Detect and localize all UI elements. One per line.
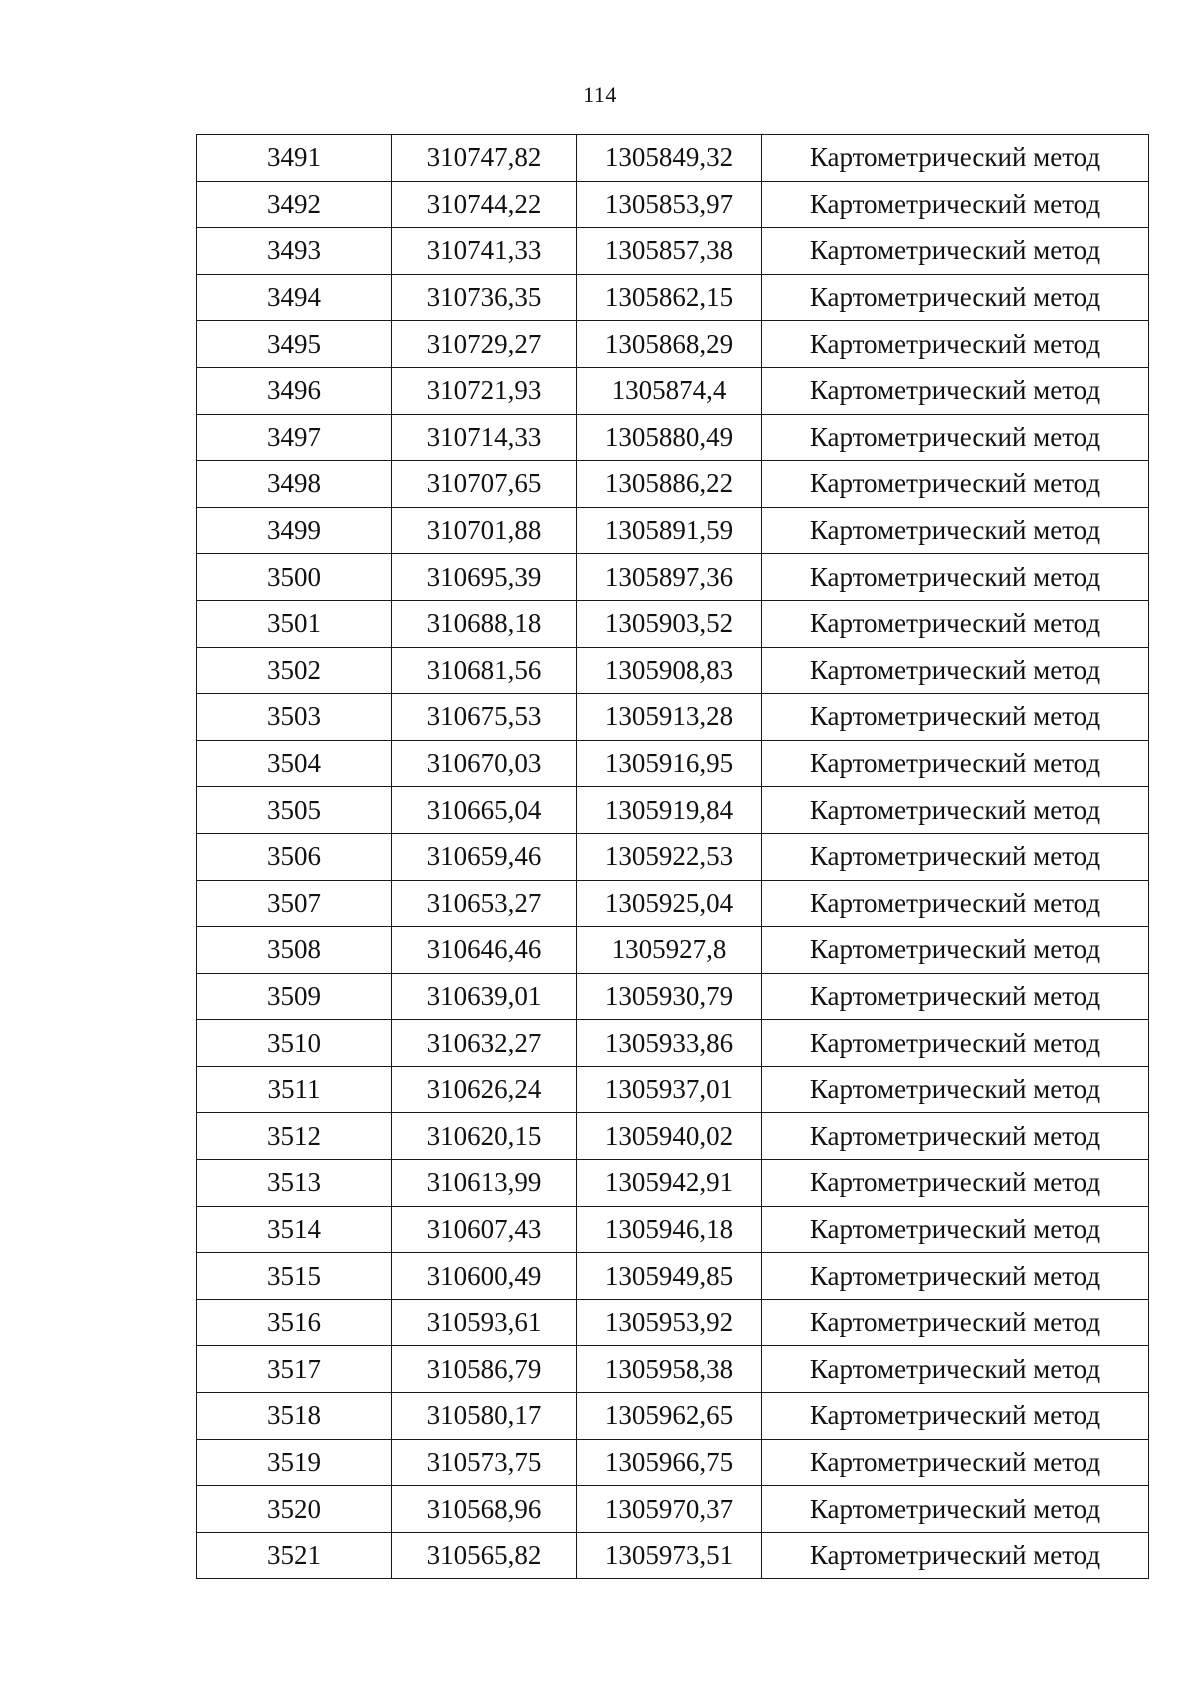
coordinate-x-cell: 310646,46 [392, 927, 577, 974]
method-cell: Картометрический метод [762, 1206, 1149, 1253]
coordinate-x-cell: 310665,04 [392, 787, 577, 834]
method-cell: Картометрический метод [762, 507, 1149, 554]
coordinate-y-cell: 1305958,38 [577, 1346, 762, 1393]
method-cell: Картометрический метод [762, 1253, 1149, 1300]
method-cell: Картометрический метод [762, 880, 1149, 927]
point-number-cell: 3498 [197, 461, 392, 508]
coordinate-x-cell: 310695,39 [392, 554, 577, 601]
point-number-cell: 3513 [197, 1160, 392, 1207]
table-row [197, 1160, 1149, 1207]
point-number-cell: 3501 [197, 600, 392, 647]
coordinate-y-cell: 1305966,75 [577, 1439, 762, 1486]
point-number-cell: 3500 [197, 554, 392, 601]
method-cell: Картометрический метод [762, 1299, 1149, 1346]
table-row [197, 274, 1149, 321]
coordinate-y-cell: 1305940,02 [577, 1113, 762, 1160]
point-number-cell: 3505 [197, 787, 392, 834]
method-cell: Картометрический метод [762, 973, 1149, 1020]
coordinate-y-cell: 1305946,18 [577, 1206, 762, 1253]
point-number-cell: 3492 [197, 181, 392, 228]
coordinate-y-cell: 1305962,65 [577, 1393, 762, 1440]
coordinates-table-body [197, 135, 1149, 1579]
coordinate-x-cell: 310675,53 [392, 694, 577, 741]
point-number-cell: 3497 [197, 414, 392, 461]
table-row [197, 507, 1149, 554]
method-cell: Картометрический метод [762, 274, 1149, 321]
point-number-cell: 3521 [197, 1532, 392, 1579]
coordinate-y-cell: 1305891,59 [577, 507, 762, 554]
coordinate-x-cell: 310620,15 [392, 1113, 577, 1160]
point-number-cell: 3514 [197, 1206, 392, 1253]
coordinate-x-cell: 310573,75 [392, 1439, 577, 1486]
coordinate-y-cell: 1305868,29 [577, 321, 762, 368]
coordinate-y-cell: 1305913,28 [577, 694, 762, 741]
coordinate-x-cell: 310670,03 [392, 740, 577, 787]
method-cell: Картометрический метод [762, 321, 1149, 368]
method-cell: Картометрический метод [762, 740, 1149, 787]
coordinate-y-cell: 1305849,32 [577, 135, 762, 182]
coordinate-y-cell: 1305880,49 [577, 414, 762, 461]
table-row [197, 367, 1149, 414]
method-cell: Картометрический метод [762, 1066, 1149, 1113]
table-row [197, 833, 1149, 880]
table-row [197, 1253, 1149, 1300]
table-row [197, 461, 1149, 508]
coordinate-x-cell: 310736,35 [392, 274, 577, 321]
method-cell: Картометрический метод [762, 554, 1149, 601]
coordinate-x-cell: 310586,79 [392, 1346, 577, 1393]
coordinate-y-cell: 1305874,4 [577, 367, 762, 414]
coordinate-y-cell: 1305862,15 [577, 274, 762, 321]
table-row [197, 135, 1149, 182]
point-number-cell: 3508 [197, 927, 392, 974]
table-row [197, 554, 1149, 601]
point-number-cell: 3515 [197, 1253, 392, 1300]
table-row [197, 1299, 1149, 1346]
coordinate-x-cell: 310580,17 [392, 1393, 577, 1440]
coordinate-y-cell: 1305916,95 [577, 740, 762, 787]
method-cell: Картометрический метод [762, 1486, 1149, 1533]
coordinate-y-cell: 1305933,86 [577, 1020, 762, 1067]
table-row [197, 694, 1149, 741]
coordinate-y-cell: 1305970,37 [577, 1486, 762, 1533]
point-number-cell: 3512 [197, 1113, 392, 1160]
method-cell: Картометрический метод [762, 1160, 1149, 1207]
coordinate-x-cell: 310744,22 [392, 181, 577, 228]
method-cell: Картометрический метод [762, 1020, 1149, 1067]
method-cell: Картометрический метод [762, 647, 1149, 694]
point-number-cell: 3517 [197, 1346, 392, 1393]
table-row [197, 321, 1149, 368]
method-cell: Картометрический метод [762, 1532, 1149, 1579]
point-number-cell: 3504 [197, 740, 392, 787]
point-number-cell: 3520 [197, 1486, 392, 1533]
point-number-cell: 3507 [197, 880, 392, 927]
table-row [197, 1346, 1149, 1393]
coordinate-x-cell: 310639,01 [392, 973, 577, 1020]
table-row [197, 740, 1149, 787]
coordinate-x-cell: 310681,56 [392, 647, 577, 694]
method-cell: Картометрический метод [762, 1393, 1149, 1440]
coordinate-y-cell: 1305897,36 [577, 554, 762, 601]
method-cell: Картометрический метод [762, 181, 1149, 228]
coordinate-y-cell: 1305953,92 [577, 1299, 762, 1346]
point-number-cell: 3518 [197, 1393, 392, 1440]
coordinate-y-cell: 1305857,38 [577, 228, 762, 275]
coordinate-x-cell: 310565,82 [392, 1532, 577, 1579]
table-row [197, 600, 1149, 647]
point-number-cell: 3509 [197, 973, 392, 1020]
method-cell: Картометрический метод [762, 1113, 1149, 1160]
method-cell: Картометрический метод [762, 367, 1149, 414]
coordinate-x-cell: 310607,43 [392, 1206, 577, 1253]
method-cell: Картометрический метод [762, 135, 1149, 182]
method-cell: Картометрический метод [762, 927, 1149, 974]
coordinate-y-cell: 1305949,85 [577, 1253, 762, 1300]
point-number-cell: 3494 [197, 274, 392, 321]
table-row [197, 1020, 1149, 1067]
point-number-cell: 3496 [197, 367, 392, 414]
coordinate-y-cell: 1305942,91 [577, 1160, 762, 1207]
table-row [197, 228, 1149, 275]
table-row [197, 1532, 1149, 1579]
coordinate-x-cell: 310721,93 [392, 367, 577, 414]
point-number-cell: 3495 [197, 321, 392, 368]
method-cell: Картометрический метод [762, 694, 1149, 741]
table-row [197, 647, 1149, 694]
coordinate-y-cell: 1305908,83 [577, 647, 762, 694]
table-row [197, 787, 1149, 834]
method-cell: Картометрический метод [762, 833, 1149, 880]
coordinate-x-cell: 310741,33 [392, 228, 577, 275]
coordinate-y-cell: 1305919,84 [577, 787, 762, 834]
table-row [197, 1486, 1149, 1533]
coordinates-table [196, 134, 1149, 1579]
method-cell: Картометрический метод [762, 1439, 1149, 1486]
coordinate-x-cell: 310600,49 [392, 1253, 577, 1300]
table-row [197, 181, 1149, 228]
point-number-cell: 3503 [197, 694, 392, 741]
point-number-cell: 3493 [197, 228, 392, 275]
method-cell: Картометрический метод [762, 600, 1149, 647]
coordinate-y-cell: 1305973,51 [577, 1532, 762, 1579]
coordinate-x-cell: 310632,27 [392, 1020, 577, 1067]
coordinate-y-cell: 1305903,52 [577, 600, 762, 647]
point-number-cell: 3516 [197, 1299, 392, 1346]
coordinate-x-cell: 310653,27 [392, 880, 577, 927]
method-cell: Картометрический метод [762, 1346, 1149, 1393]
coordinate-y-cell: 1305930,79 [577, 973, 762, 1020]
method-cell: Картометрический метод [762, 787, 1149, 834]
coordinate-x-cell: 310659,46 [392, 833, 577, 880]
table-row [197, 414, 1149, 461]
point-number-cell: 3491 [197, 135, 392, 182]
coordinate-y-cell: 1305927,8 [577, 927, 762, 974]
coordinate-x-cell: 310701,88 [392, 507, 577, 554]
table-row [197, 1113, 1149, 1160]
point-number-cell: 3511 [197, 1066, 392, 1113]
method-cell: Картометрический метод [762, 461, 1149, 508]
method-cell: Картометрический метод [762, 228, 1149, 275]
table-row [197, 880, 1149, 927]
table-row [197, 1439, 1149, 1486]
coordinate-y-cell: 1305937,01 [577, 1066, 762, 1113]
method-cell: Картометрический метод [762, 414, 1149, 461]
point-number-cell: 3510 [197, 1020, 392, 1067]
table-row [197, 973, 1149, 1020]
coordinate-x-cell: 310593,61 [392, 1299, 577, 1346]
coordinate-x-cell: 310714,33 [392, 414, 577, 461]
coordinate-x-cell: 310688,18 [392, 600, 577, 647]
coordinate-x-cell: 310707,65 [392, 461, 577, 508]
coordinate-x-cell: 310568,96 [392, 1486, 577, 1533]
coordinate-x-cell: 310729,27 [392, 321, 577, 368]
coordinate-y-cell: 1305925,04 [577, 880, 762, 927]
point-number-cell: 3502 [197, 647, 392, 694]
point-number-cell: 3519 [197, 1439, 392, 1486]
coordinate-y-cell: 1305886,22 [577, 461, 762, 508]
page-number: 114 [583, 82, 617, 107]
point-number-cell: 3506 [197, 833, 392, 880]
coordinate-x-cell: 310613,99 [392, 1160, 577, 1207]
table-row [197, 1066, 1149, 1113]
point-number-cell: 3499 [197, 507, 392, 554]
coordinate-x-cell: 310626,24 [392, 1066, 577, 1113]
coordinate-x-cell: 310747,82 [392, 135, 577, 182]
coordinate-y-cell: 1305922,53 [577, 833, 762, 880]
table-row [197, 927, 1149, 974]
table-row [197, 1393, 1149, 1440]
coordinate-y-cell: 1305853,97 [577, 181, 762, 228]
table-row [197, 1206, 1149, 1253]
